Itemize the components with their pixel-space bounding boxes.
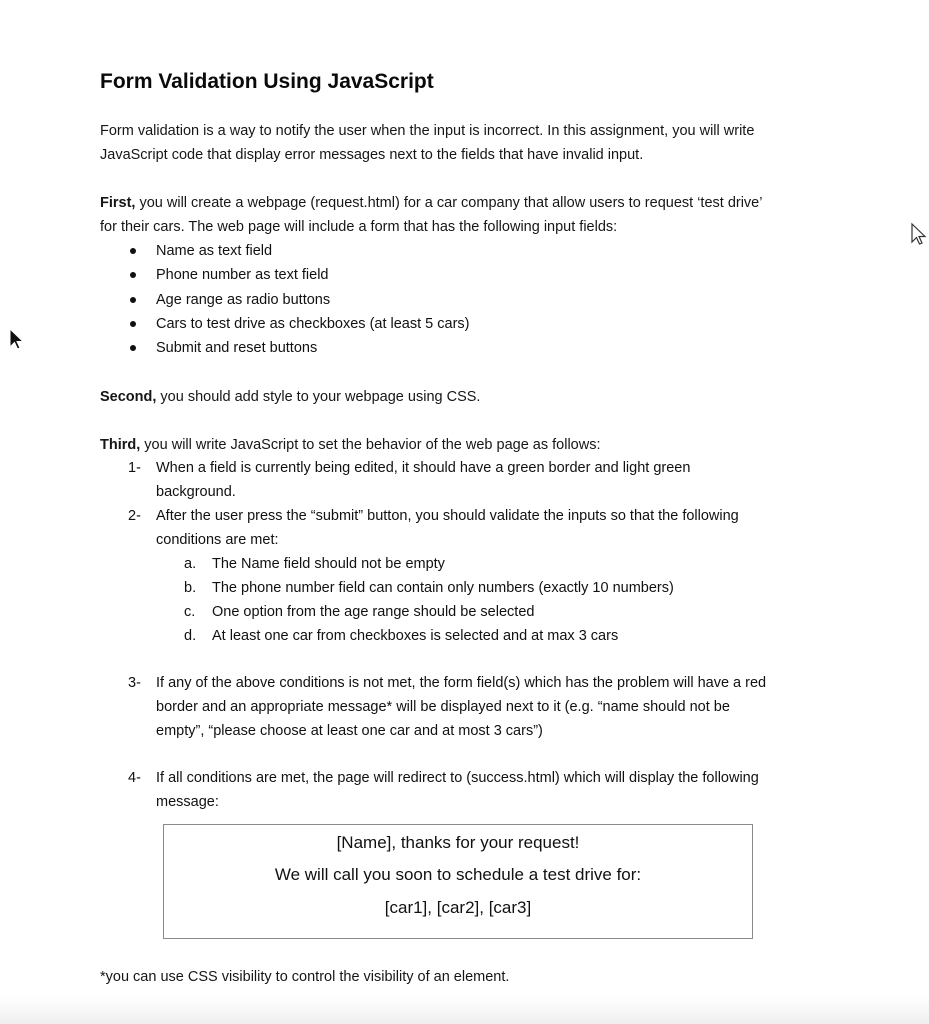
first-text: you will create a webpage (request.html) for a car company that allow users to request ‘test drive’ — [135, 195, 763, 211]
step-line: If any of the above conditions is not met, the form field(s) which has the problem will have a red — [156, 675, 767, 691]
step-number: 1- — [128, 460, 141, 476]
step-line: background. — [156, 484, 236, 500]
condition-letter: c. — [184, 604, 196, 620]
step-line: border and an appropriate message* will be displayed next to it (e.g. “name should not be — [156, 699, 730, 715]
list-item: Cars to test drive as checkboxes (at least 5 cars) — [100, 312, 470, 336]
fields-list — [100, 239, 470, 360]
condition-letter: b. — [184, 580, 197, 596]
step-2 — [128, 504, 828, 552]
condition-letter: d. — [184, 628, 197, 644]
list-item — [184, 552, 674, 576]
success-line-3: [car1], [car2], [car3] — [384, 898, 532, 917]
list-item: Phone number as text field — [100, 263, 470, 287]
condition-text: The Name field should not be empty — [212, 556, 445, 572]
step-line: When a field is currently being edited, it should have a green border and light green — [156, 460, 691, 476]
step-number: 3- — [128, 675, 141, 691]
step-line: empty”, “please choose at least one car and at most 3 cars”) — [156, 723, 543, 739]
intro-line-2: JavaScript code that display error messages next to the fields that have invalid input. — [100, 147, 644, 163]
success-line-1: [Name], thanks for your request! — [336, 833, 580, 852]
conditions-list — [184, 552, 674, 648]
list-item: Age range as radio buttons — [100, 288, 470, 312]
arrow-cursor-icon — [8, 328, 24, 352]
step-line: message: — [156, 794, 219, 810]
third-label: Third, — [100, 437, 141, 453]
first-line-2: for their cars. The web page will include a form that has the following input fields: — [100, 219, 618, 235]
success-line-2: We will call you soon to schedule a test drive for: — [274, 865, 642, 884]
step-line: If all conditions are met, the page will redirect to (success.html) which will display the following — [156, 770, 759, 786]
second-label: Second, — [100, 389, 157, 405]
intro-paragraph — [100, 119, 840, 167]
second-text: you should add style to your webpage using CSS. — [156, 389, 481, 405]
step-1 — [128, 456, 828, 504]
condition-letter: a. — [184, 556, 197, 572]
third-text: you will write JavaScript to set the behavior of the web page as follows: — [140, 437, 601, 453]
list-item — [184, 600, 674, 624]
list-item: Submit and reset buttons — [100, 336, 470, 360]
step-4 — [128, 766, 828, 814]
condition-text: The phone number field can contain only numbers (exactly 10 numbers) — [212, 580, 674, 596]
step-number: 2- — [128, 508, 141, 524]
footnote: *you can use CSS visibility to control the visibility of an element. — [100, 969, 510, 985]
first-label: First, — [100, 195, 136, 211]
condition-text: At least one car from checkboxes is selected and at max 3 cars — [212, 628, 619, 644]
step-3 — [128, 671, 828, 743]
step-line: conditions are met: — [156, 532, 279, 548]
list-item: Name as text field — [100, 239, 470, 263]
list-item — [184, 576, 674, 600]
hollow-arrow-cursor-icon — [910, 222, 928, 248]
first-line-1 — [100, 191, 840, 215]
third-paragraph — [100, 433, 840, 457]
page-title: Form Validation Using JavaScript — [100, 70, 434, 93]
second-paragraph — [100, 385, 840, 409]
bottom-scroll-shadow — [0, 996, 929, 1024]
first-paragraph — [100, 191, 840, 239]
list-item — [184, 624, 674, 648]
step-number: 4- — [128, 770, 141, 786]
intro-line-1: Form validation is a way to notify the user when the input is incorrect. In this assignment, you will write — [100, 123, 755, 139]
success-message-box — [163, 824, 753, 939]
step-line: After the user press the “submit” button, you should validate the inputs so that the following — [156, 508, 739, 524]
condition-text: One option from the age range should be selected — [212, 604, 535, 620]
